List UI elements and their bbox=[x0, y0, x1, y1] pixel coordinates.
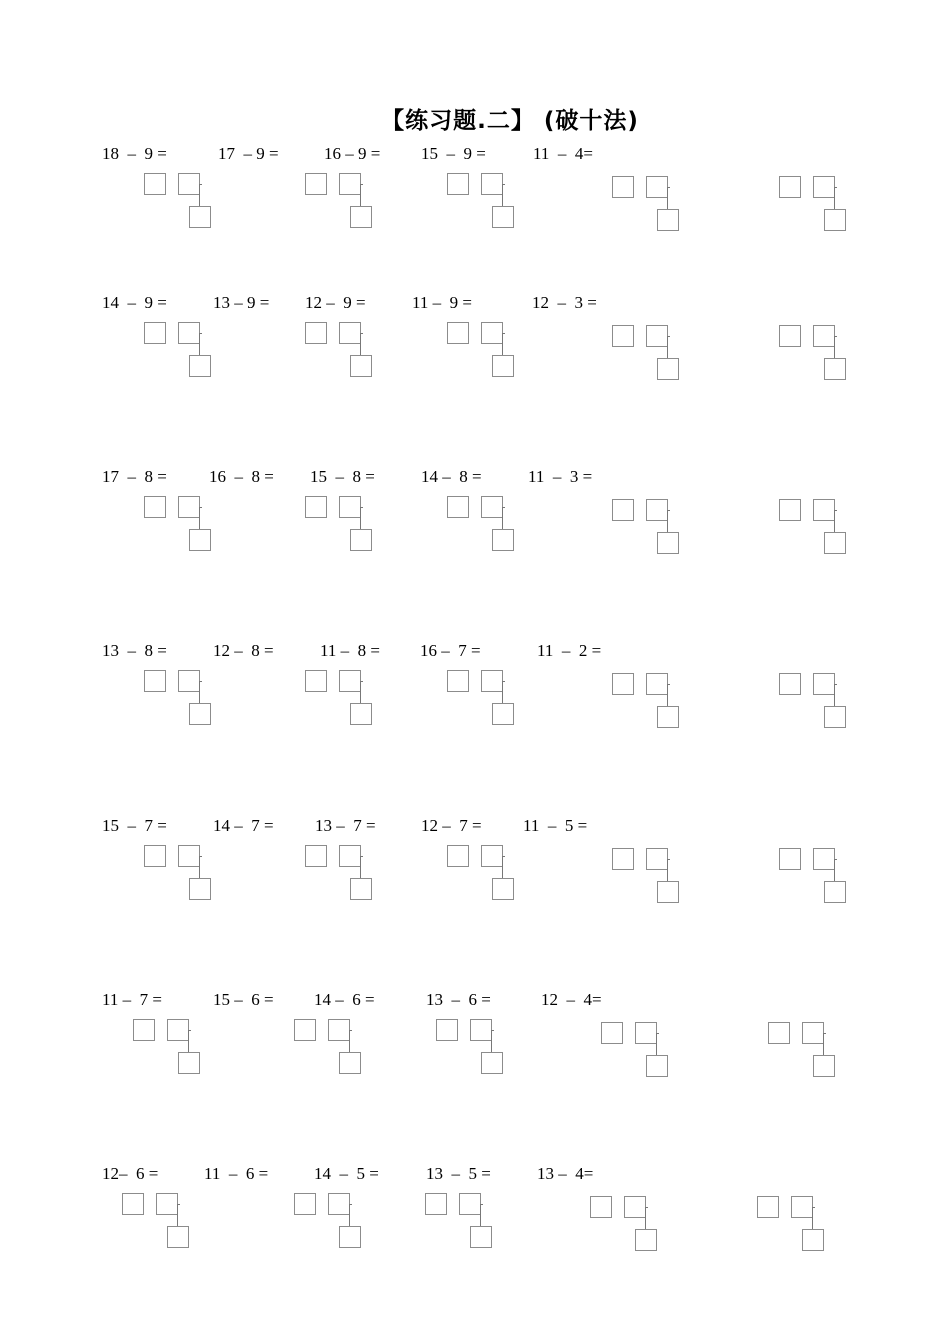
connector-line bbox=[360, 507, 363, 508]
connector-line bbox=[177, 1204, 180, 1205]
result-box[interactable] bbox=[189, 355, 211, 377]
subtraction-problem: 18 – 9 = bbox=[102, 144, 167, 163]
connector-line bbox=[502, 681, 505, 682]
result-box[interactable] bbox=[167, 1226, 189, 1248]
connector-line bbox=[177, 1204, 178, 1226]
connector-line bbox=[667, 859, 668, 881]
subtraction-problem: 13 – 7 = bbox=[315, 816, 376, 835]
subtraction-problem: 11 – 3 = bbox=[528, 467, 593, 486]
connector-line bbox=[502, 856, 505, 857]
ones-split-box[interactable] bbox=[646, 673, 668, 695]
ones-split-box[interactable] bbox=[167, 1019, 189, 1041]
ones-split-box[interactable] bbox=[646, 176, 668, 198]
problem-row bbox=[0, 641, 950, 761]
tens-split-box[interactable] bbox=[144, 845, 166, 867]
connector-line bbox=[502, 184, 503, 206]
connector-line bbox=[349, 1204, 350, 1226]
answer-box-group bbox=[447, 173, 527, 233]
connector-line bbox=[834, 684, 837, 685]
connector-line bbox=[199, 856, 200, 878]
ones-split-box[interactable] bbox=[813, 176, 835, 198]
connector-line bbox=[667, 510, 668, 532]
ones-split-box[interactable] bbox=[646, 848, 668, 870]
tens-split-box[interactable] bbox=[447, 670, 469, 692]
tens-split-box[interactable] bbox=[144, 322, 166, 344]
tens-split-box[interactable] bbox=[612, 176, 634, 198]
answer-box-group bbox=[144, 496, 224, 556]
tens-split-box[interactable] bbox=[447, 173, 469, 195]
result-box[interactable] bbox=[492, 206, 514, 228]
ones-split-box[interactable] bbox=[646, 499, 668, 521]
connector-line bbox=[834, 510, 837, 511]
tens-split-box[interactable] bbox=[144, 173, 166, 195]
connector-line bbox=[199, 507, 202, 508]
connector-line bbox=[502, 507, 503, 529]
subtraction-problem: 11 – 2 = bbox=[537, 641, 602, 660]
connector-line bbox=[360, 184, 363, 185]
connector-line bbox=[491, 1030, 492, 1052]
subtraction-problem: 13 – 6 = bbox=[426, 990, 491, 1009]
answer-box-group bbox=[779, 848, 859, 908]
subtraction-problem: 11 – 7 = bbox=[102, 990, 162, 1009]
connector-line bbox=[199, 184, 202, 185]
connector-line bbox=[502, 856, 503, 878]
connector-line bbox=[667, 336, 670, 337]
answer-box-group bbox=[779, 325, 859, 385]
subtraction-problem: 16 – 7 = bbox=[420, 641, 481, 660]
answer-box-group bbox=[447, 496, 527, 556]
connector-line bbox=[199, 856, 202, 857]
answer-box-group bbox=[122, 1193, 202, 1253]
connector-line bbox=[667, 510, 670, 511]
tens-split-box[interactable] bbox=[144, 670, 166, 692]
connector-line bbox=[834, 510, 835, 532]
connector-line bbox=[812, 1207, 815, 1208]
tens-split-box[interactable] bbox=[305, 496, 327, 518]
subtraction-problem: 12 – 4= bbox=[541, 990, 602, 1009]
subtraction-problem: 13 – 5 = bbox=[426, 1164, 491, 1183]
subtraction-problem: 16 – 8 = bbox=[209, 467, 274, 486]
result-box[interactable] bbox=[657, 706, 679, 728]
result-box[interactable] bbox=[350, 703, 372, 725]
connector-line bbox=[834, 336, 837, 337]
connector-line bbox=[199, 681, 200, 703]
connector-line bbox=[480, 1204, 481, 1226]
connector-line bbox=[491, 1030, 494, 1031]
ones-split-box[interactable] bbox=[813, 848, 835, 870]
answer-box-group bbox=[447, 322, 527, 382]
subtraction-problem: 14 – 6 = bbox=[314, 990, 375, 1009]
result-box[interactable] bbox=[339, 1052, 361, 1074]
connector-line bbox=[199, 507, 200, 529]
result-box[interactable] bbox=[470, 1226, 492, 1248]
tens-split-box[interactable] bbox=[612, 325, 634, 347]
result-box[interactable] bbox=[492, 355, 514, 377]
connector-line bbox=[656, 1033, 657, 1055]
ones-split-box[interactable] bbox=[339, 322, 361, 344]
result-box[interactable] bbox=[189, 703, 211, 725]
ones-split-box[interactable] bbox=[635, 1022, 657, 1044]
connector-line bbox=[645, 1207, 648, 1208]
subtraction-problem: 12– 6 = bbox=[102, 1164, 159, 1183]
ones-split-box[interactable] bbox=[481, 496, 503, 518]
answer-box-group bbox=[779, 176, 859, 236]
connector-line bbox=[812, 1207, 813, 1229]
tens-split-box[interactable] bbox=[779, 325, 801, 347]
result-box[interactable] bbox=[802, 1229, 824, 1251]
answer-box-group bbox=[133, 1019, 213, 1079]
connector-line bbox=[199, 333, 200, 355]
tens-split-box[interactable] bbox=[768, 1022, 790, 1044]
tens-split-box[interactable] bbox=[133, 1019, 155, 1041]
connector-line bbox=[349, 1030, 352, 1031]
result-box[interactable] bbox=[189, 529, 211, 551]
connector-line bbox=[656, 1033, 659, 1034]
result-box[interactable] bbox=[657, 358, 679, 380]
answer-box-group bbox=[305, 173, 385, 233]
answer-box-group bbox=[305, 670, 385, 730]
answer-box-group bbox=[768, 1022, 848, 1082]
connector-line bbox=[834, 859, 837, 860]
answer-box-group bbox=[612, 325, 692, 385]
answer-box-group bbox=[757, 1196, 837, 1256]
connector-line bbox=[502, 333, 503, 355]
tens-split-box[interactable] bbox=[305, 173, 327, 195]
subtraction-problem: 15 – 9 = bbox=[421, 144, 486, 163]
ones-split-box[interactable] bbox=[813, 673, 835, 695]
answer-box-group bbox=[305, 845, 385, 905]
tens-split-box[interactable] bbox=[447, 845, 469, 867]
subtraction-problem: 11 – 8 = bbox=[320, 641, 380, 660]
tens-split-box[interactable] bbox=[590, 1196, 612, 1218]
subtraction-problem: 13 – 4= bbox=[537, 1164, 594, 1183]
tens-split-box[interactable] bbox=[447, 496, 469, 518]
subtraction-problem: 14 – 8 = bbox=[421, 467, 482, 486]
result-box[interactable] bbox=[481, 1052, 503, 1074]
ones-split-box[interactable] bbox=[813, 499, 835, 521]
connector-line bbox=[834, 859, 835, 881]
connector-line bbox=[360, 333, 361, 355]
tens-split-box[interactable] bbox=[436, 1019, 458, 1041]
connector-line bbox=[360, 856, 361, 878]
result-box[interactable] bbox=[824, 881, 846, 903]
result-box[interactable] bbox=[824, 532, 846, 554]
result-box[interactable] bbox=[646, 1055, 668, 1077]
tens-split-box[interactable] bbox=[294, 1019, 316, 1041]
answer-box-group bbox=[305, 496, 385, 556]
connector-line bbox=[667, 336, 668, 358]
result-box[interactable] bbox=[350, 355, 372, 377]
tens-split-box[interactable] bbox=[612, 673, 634, 695]
ones-split-box[interactable] bbox=[459, 1193, 481, 1215]
result-box[interactable] bbox=[189, 878, 211, 900]
subtraction-problem: 12 – 8 = bbox=[213, 641, 274, 660]
tens-split-box[interactable] bbox=[144, 496, 166, 518]
connector-line bbox=[502, 681, 503, 703]
result-box[interactable] bbox=[339, 1226, 361, 1248]
connector-line bbox=[360, 856, 363, 857]
connector-line bbox=[199, 184, 200, 206]
answer-box-group bbox=[612, 176, 692, 236]
answer-box-group bbox=[144, 173, 224, 233]
problem-row bbox=[0, 990, 950, 1110]
connector-line bbox=[502, 333, 505, 334]
subtraction-problem: 12 – 3 = bbox=[532, 293, 597, 312]
subtraction-problem: 15 – 7 = bbox=[102, 816, 167, 835]
subtraction-problem: 13 – 8 = bbox=[102, 641, 167, 660]
page-title: 【练习题.二】 (破十法) bbox=[381, 108, 639, 134]
tens-split-box[interactable] bbox=[305, 845, 327, 867]
ones-split-box[interactable] bbox=[328, 1193, 350, 1215]
answer-box-group bbox=[144, 845, 224, 905]
answer-box-group bbox=[612, 499, 692, 559]
problem-row bbox=[0, 293, 950, 413]
tens-split-box[interactable] bbox=[447, 322, 469, 344]
ones-split-box[interactable] bbox=[339, 173, 361, 195]
ones-split-box[interactable] bbox=[802, 1022, 824, 1044]
problem-row bbox=[0, 1164, 950, 1284]
ones-split-box[interactable] bbox=[156, 1193, 178, 1215]
answer-box-group bbox=[294, 1019, 374, 1079]
subtraction-problem: 17 – 8 = bbox=[102, 467, 167, 486]
ones-split-box[interactable] bbox=[470, 1019, 492, 1041]
result-box[interactable] bbox=[350, 206, 372, 228]
answer-box-group bbox=[612, 673, 692, 733]
result-box[interactable] bbox=[813, 1055, 835, 1077]
answer-box-group bbox=[305, 322, 385, 382]
answer-box-group bbox=[779, 499, 859, 559]
connector-line bbox=[360, 184, 361, 206]
result-box[interactable] bbox=[635, 1229, 657, 1251]
problem-row bbox=[0, 144, 950, 264]
ones-split-box[interactable] bbox=[178, 173, 200, 195]
tens-split-box[interactable] bbox=[612, 848, 634, 870]
connector-line bbox=[834, 684, 835, 706]
subtraction-problem: 11 – 6 = bbox=[204, 1164, 269, 1183]
connector-line bbox=[188, 1030, 189, 1052]
answer-box-group bbox=[612, 848, 692, 908]
connector-line bbox=[502, 507, 505, 508]
connector-line bbox=[360, 681, 363, 682]
ones-split-box[interactable] bbox=[328, 1019, 350, 1041]
tens-split-box[interactable] bbox=[601, 1022, 623, 1044]
tens-split-box[interactable] bbox=[779, 176, 801, 198]
ones-split-box[interactable] bbox=[481, 322, 503, 344]
connector-line bbox=[667, 684, 668, 706]
tens-split-box[interactable] bbox=[757, 1196, 779, 1218]
tens-split-box[interactable] bbox=[779, 848, 801, 870]
subtraction-problem: 11 – 5 = bbox=[523, 816, 588, 835]
ones-split-box[interactable] bbox=[178, 322, 200, 344]
result-box[interactable] bbox=[178, 1052, 200, 1074]
tens-split-box[interactable] bbox=[305, 322, 327, 344]
tens-split-box[interactable] bbox=[779, 673, 801, 695]
connector-line bbox=[823, 1033, 826, 1034]
answer-box-group bbox=[436, 1019, 516, 1079]
connector-line bbox=[188, 1030, 191, 1031]
subtraction-problem: 17 – 9 = bbox=[218, 144, 279, 163]
tens-split-box[interactable] bbox=[779, 499, 801, 521]
result-box[interactable] bbox=[657, 881, 679, 903]
result-box[interactable] bbox=[492, 878, 514, 900]
connector-line bbox=[199, 681, 202, 682]
result-box[interactable] bbox=[824, 706, 846, 728]
result-box[interactable] bbox=[824, 358, 846, 380]
result-box[interactable] bbox=[350, 878, 372, 900]
answer-box-group bbox=[447, 845, 527, 905]
subtraction-problem: 12 – 7 = bbox=[421, 816, 482, 835]
ones-split-box[interactable] bbox=[646, 325, 668, 347]
ones-split-box[interactable] bbox=[481, 670, 503, 692]
subtraction-problem: 12 – 9 = bbox=[305, 293, 366, 312]
result-box[interactable] bbox=[492, 529, 514, 551]
connector-line bbox=[480, 1204, 483, 1205]
answer-box-group bbox=[144, 322, 224, 382]
result-box[interactable] bbox=[657, 209, 679, 231]
answer-box-group bbox=[447, 670, 527, 730]
problem-row bbox=[0, 467, 950, 587]
subtraction-problem: 16 – 9 = bbox=[324, 144, 381, 163]
connector-line bbox=[360, 333, 363, 334]
ones-split-box[interactable] bbox=[178, 845, 200, 867]
answer-box-group bbox=[425, 1193, 505, 1253]
ones-split-box[interactable] bbox=[339, 845, 361, 867]
ones-split-box[interactable] bbox=[339, 496, 361, 518]
connector-line bbox=[349, 1204, 352, 1205]
subtraction-problem: 14 – 9 = bbox=[102, 293, 167, 312]
result-box[interactable] bbox=[657, 532, 679, 554]
subtraction-problem: 14 – 5 = bbox=[314, 1164, 379, 1183]
result-box[interactable] bbox=[350, 529, 372, 551]
problem-row bbox=[0, 816, 950, 936]
result-box[interactable] bbox=[492, 703, 514, 725]
tens-split-box[interactable] bbox=[122, 1193, 144, 1215]
connector-line bbox=[667, 187, 668, 209]
result-box[interactable] bbox=[189, 206, 211, 228]
ones-split-box[interactable] bbox=[339, 670, 361, 692]
answer-box-group bbox=[590, 1196, 670, 1256]
connector-line bbox=[199, 333, 202, 334]
answer-box-group bbox=[779, 673, 859, 733]
connector-line bbox=[645, 1207, 646, 1229]
connector-line bbox=[834, 187, 837, 188]
subtraction-problem: 13 – 9 = bbox=[213, 293, 270, 312]
connector-line bbox=[349, 1030, 350, 1052]
connector-line bbox=[834, 187, 835, 209]
connector-line bbox=[667, 187, 670, 188]
ones-split-box[interactable] bbox=[481, 173, 503, 195]
answer-box-group bbox=[144, 670, 224, 730]
answer-box-group bbox=[294, 1193, 374, 1253]
result-box[interactable] bbox=[824, 209, 846, 231]
ones-split-box[interactable] bbox=[624, 1196, 646, 1218]
subtraction-problem: 15 – 8 = bbox=[310, 467, 375, 486]
connector-line bbox=[667, 859, 670, 860]
ones-split-box[interactable] bbox=[791, 1196, 813, 1218]
tens-split-box[interactable] bbox=[305, 670, 327, 692]
ones-split-box[interactable] bbox=[481, 845, 503, 867]
subtraction-problem: 11 – 9 = bbox=[412, 293, 472, 312]
subtraction-problem: 11 – 4= bbox=[533, 144, 593, 163]
ones-split-box[interactable] bbox=[178, 670, 200, 692]
connector-line bbox=[360, 681, 361, 703]
connector-line bbox=[823, 1033, 824, 1055]
tens-split-box[interactable] bbox=[425, 1193, 447, 1215]
connector-line bbox=[834, 336, 835, 358]
subtraction-problem: 15 – 6 = bbox=[213, 990, 274, 1009]
connector-line bbox=[502, 184, 505, 185]
ones-split-box[interactable] bbox=[813, 325, 835, 347]
subtraction-problem: 14 – 7 = bbox=[213, 816, 274, 835]
tens-split-box[interactable] bbox=[294, 1193, 316, 1215]
ones-split-box[interactable] bbox=[178, 496, 200, 518]
connector-line bbox=[360, 507, 361, 529]
connector-line bbox=[667, 684, 670, 685]
tens-split-box[interactable] bbox=[612, 499, 634, 521]
answer-box-group bbox=[601, 1022, 681, 1082]
